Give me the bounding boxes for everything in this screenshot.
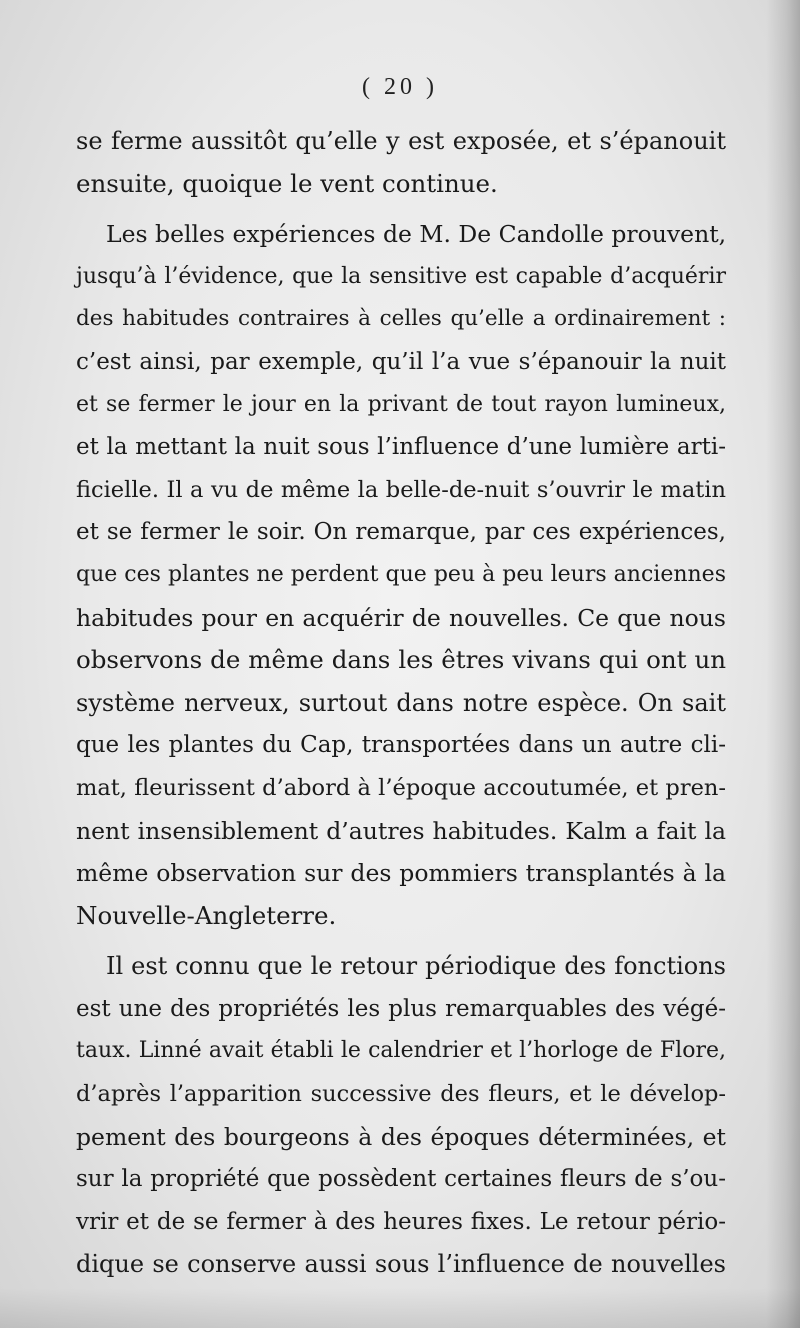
- text-line: vrir et de se fermer à des heures fixes. Le retour pério-: [76, 1208, 726, 1235]
- body-text: [76, 120, 726, 1286]
- text-line: Nouvelle-Angleterre.: [76, 900, 337, 930]
- text-line: c’est ainsi, par exemple, qu’il l’a vue s’épanouir la nuit: [76, 348, 726, 375]
- text-line: système nerveux, surtout dans notre espèce. On sait: [76, 688, 726, 717]
- text-line: se ferme aussitôt qu’elle y est exposée, et s’épanouit: [76, 127, 726, 155]
- paragraph-2: [76, 213, 726, 937]
- page-bottom-shadow: [0, 1288, 800, 1328]
- text-line: Il est connu que le retour périodique des fonctions: [106, 952, 726, 981]
- text-line: Les belles expériences de M. De Candolle prouvent,: [106, 220, 727, 249]
- paragraph-1: [76, 120, 726, 205]
- text-line: dique se conserve aussi sous l’influence de nouvelles: [76, 1250, 726, 1279]
- text-line: même observation sur des pommiers transplantés à la: [76, 859, 726, 888]
- text-line: nent insensiblement d’autres habitudes. Kalm a fait la: [76, 816, 726, 845]
- text-line: que ces plantes ne perdent que peu à peu leurs anciennes: [76, 561, 726, 587]
- text-line: et se fermer le jour en la privant de tout rayon lumineux,: [76, 391, 726, 417]
- text-line: d’après l’apparition successive des fleurs, et le dévelop-: [76, 1081, 726, 1108]
- text-line: ensuite, quoique le vent continue.: [76, 168, 498, 198]
- text-line: sur la propriété que possèdent certaines fleurs de s’ou-: [76, 1166, 726, 1193]
- text-line: habitudes pour en acquérir de nouvelles. Ce que nous: [76, 603, 726, 632]
- text-line: que les plantes du Cap, transportées dans un autre cli-: [76, 732, 726, 759]
- text-line: observons de même dans les êtres vivans qui ont un: [76, 645, 726, 675]
- page-number: ( 20 ): [362, 74, 438, 100]
- page-edge-shadow: [766, 0, 800, 1328]
- text-line: taux. Linné avait établi le calendrier et l’horloge de Flore,: [76, 1038, 726, 1064]
- text-line: des habitudes contraires à celles qu’elle a ordinairement :: [76, 306, 726, 332]
- text-line: et se fermer le soir. On remarque, par ces expériences,: [76, 519, 726, 546]
- text-line: ficielle. Il a vu de même la belle-de-nuit s’ouvrir le matin: [76, 476, 726, 503]
- paragraph-3: [76, 945, 726, 1286]
- text-line: est une des propriétés les plus remarquables des végé-: [76, 995, 726, 1022]
- text-line: pement des bourgeons à des époques déterminées, et: [76, 1122, 726, 1151]
- text-line: mat, fleurissent d’abord à l’époque accoutumée, et pren-: [76, 774, 726, 801]
- text-line: et la mettant la nuit sous l’influence d’une lumière arti-: [76, 434, 726, 461]
- text-line: jusqu’à l’évidence, que la sensitive est capable d’acquérir: [76, 263, 726, 289]
